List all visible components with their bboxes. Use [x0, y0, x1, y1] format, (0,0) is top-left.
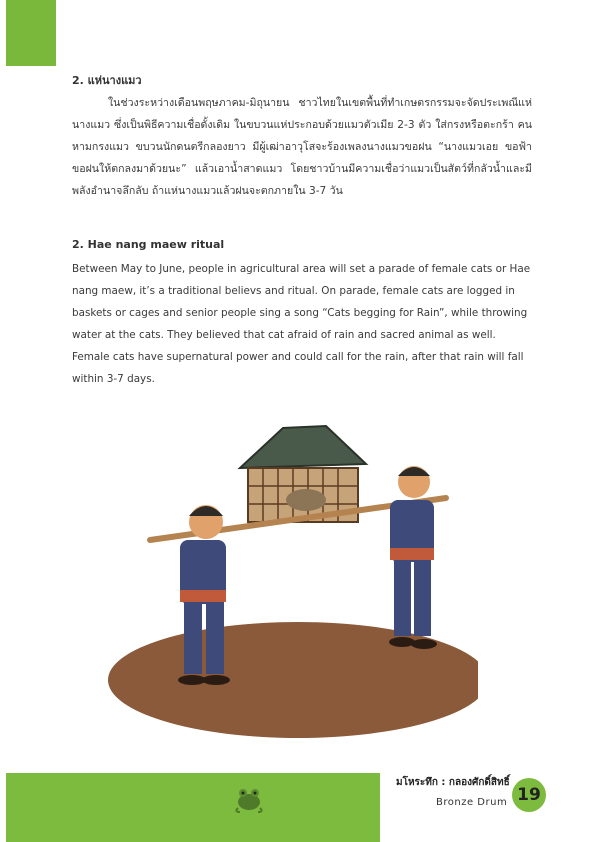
english-section-body: [72, 258, 532, 390]
thai-paragraph: ในช่วงระหว่างเดือนพฤษภาคม-มิถุนายน ชาวไทยในเขตพื้นที่ทำเกษตรกรรมจะจัดประเพณีแห่นางแมว ซึ่งเป็นพิธีความเชื่อดั้งเดิม ในขบวนแห่ประกอบด้วยแมวตัวเมีย 2-3 ตัว ใส่กรงหรือตะกร้า คนหามกรงแมว ขบวนนักดนตรีกลองยาว มีผู้เฒ่าอาวุโสจะร้องเพลงนางแมวขอฝน “นางแมวเอย ขอฟ้าขอฝนให้ตกลงมาด้วยนะ” แล้วเอาน้ำสาดแมว โดยชาวบ้านมีความเชื่อว่าแมวเป็นสัตว์ที่กลัวน้ำและมีพลังอำนาจลึกลับ ถ้าแห่นางแมวแล้วฝนจะตกภายใน 3-7 วัน: [72, 97, 532, 197]
page-number: 19: [512, 778, 546, 812]
english-section-heading: 2. Hae nang maew ritual: [72, 238, 225, 251]
footer-bar: [6, 773, 380, 842]
cage-roof: [240, 426, 366, 468]
thai-section-body: [72, 92, 532, 202]
book-title-thai: มโหระทึก : กลองศักดิ์สิทธิ์: [396, 777, 510, 788]
thai-section-heading: 2. แห่นางแมว: [72, 74, 142, 87]
book-title-english: Bronze Drum: [436, 797, 508, 808]
cat-parade-illustration: [108, 418, 478, 740]
corner-tab: [6, 0, 56, 66]
right-carrier: [389, 466, 437, 649]
frog-icon: [232, 782, 266, 816]
english-paragraph: Between May to June, people in agricultural area will set a parade of female cats or Hae nang maew, it’s a traditional believs and ritual. On parade, female cats are logged in baskets or cages and senior people sing a song “Cats begging for Rain”, while throwing water at the cats. They believed that cat afraid of rain and sacred animal as well. Female cats have supernatural power and could call for the rain, after that rain will fall within 3-7 days.: [72, 263, 531, 385]
